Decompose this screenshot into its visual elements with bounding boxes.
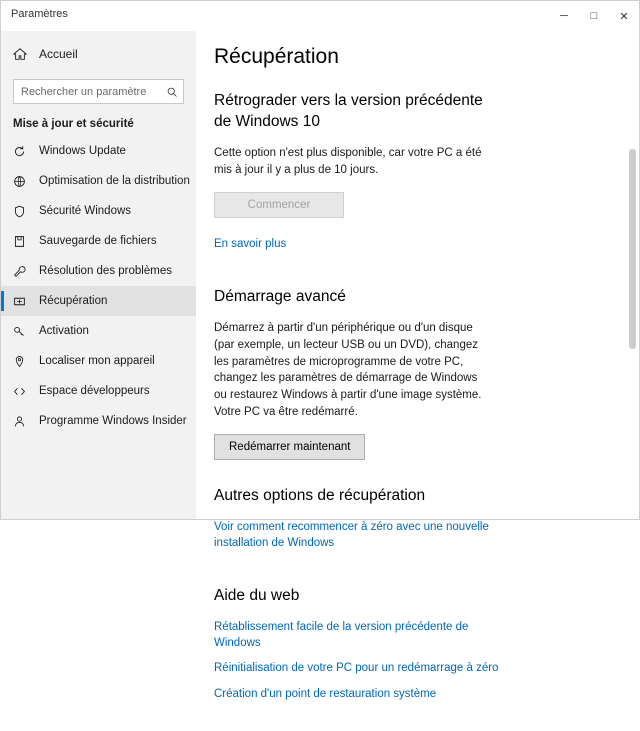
sidebar-item-delivery-optimization[interactable]	[1, 166, 196, 196]
section-text-advanced-startup: Démarrez à partir d'un périphérique ou d'un disque (par exemple, un lecteur USB ou un DVD), changez les paramètres de microprogramme de votre PC, changez les paramètres de démarrage de Windows ou restaurez Windows à partir d'une image système. Votre PC va être redémarré.	[214, 322, 482, 418]
web-help-link-3[interactable]: Création d'un point de restauration système	[214, 687, 437, 700]
delivery-icon	[13, 175, 35, 188]
main-content	[196, 31, 639, 700]
sidebar-item-label: Récupération	[39, 295, 108, 307]
developer-icon	[13, 385, 35, 398]
fresh-start-link[interactable]: Voir comment recommencer à zéro avec une nouvelle installation de Windows	[214, 521, 489, 550]
sidebar-home-label: Accueil	[39, 47, 78, 61]
sidebar-item-label: Activation	[39, 325, 89, 337]
search-icon[interactable]	[160, 80, 183, 103]
sidebar-item-developers[interactable]	[1, 376, 196, 406]
sidebar-item-label: Espace développeurs	[39, 385, 150, 397]
section-heading-web-help: Aide du web	[214, 587, 300, 605]
sidebar-item-troubleshoot[interactable]	[1, 256, 196, 286]
window-controls	[549, 1, 639, 31]
section-heading-advanced-startup: Démarrage avancé	[214, 288, 346, 306]
sidebar-item-label: Sauvegarde de fichiers	[39, 235, 157, 247]
sidebar-item-windows-update[interactable]	[1, 136, 196, 166]
sidebar-item-label: Sécurité Windows	[39, 205, 132, 217]
sidebar-item-insider-program[interactable]	[1, 406, 196, 436]
sidebar-item-label: Windows Update	[39, 145, 126, 157]
title-bar	[1, 1, 639, 31]
sidebar-item-label: Localiser mon appareil	[39, 355, 155, 367]
sidebar-item-recovery[interactable]	[1, 286, 196, 316]
sidebar-item-backup[interactable]	[1, 226, 196, 256]
search-box	[13, 79, 184, 104]
shield-icon	[13, 205, 35, 218]
backup-icon	[13, 235, 35, 248]
section-text-downgrade: Cette option n'est plus disponible, car votre PC a été mis à jour il y a plus de 10 jours.	[214, 146, 482, 176]
sidebar-item-windows-security[interactable]	[1, 196, 196, 226]
sidebar	[1, 31, 196, 519]
sidebar-item-activation[interactable]	[1, 316, 196, 346]
section-heading-other-options: Autres options de récupération	[214, 487, 426, 505]
insider-icon	[13, 415, 35, 428]
wrench-icon	[13, 265, 35, 278]
section-heading-downgrade: Rétrograder vers la version précédente de Windows 10	[214, 92, 483, 130]
home-icon	[13, 47, 35, 61]
location-icon	[13, 355, 35, 368]
key-icon	[13, 325, 35, 338]
page-title: Récupération	[214, 45, 339, 68]
sidebar-item-label: Programme Windows Insider	[39, 415, 187, 427]
learn-more-link[interactable]: En savoir plus	[214, 238, 287, 251]
refresh-icon	[13, 145, 35, 158]
web-help-link-1[interactable]: Rétablissement facile de la version précédente de Windows	[214, 621, 469, 650]
sidebar-item-find-my-device[interactable]	[1, 346, 196, 376]
sidebar-item-home[interactable]	[1, 37, 196, 71]
scrollbar-thumb[interactable]	[629, 149, 636, 349]
minimize-icon[interactable]: ─	[560, 10, 568, 22]
sidebar-item-label: Résolution des problèmes	[39, 265, 172, 277]
restart-now-button[interactable]: Redémarrer maintenant	[214, 434, 365, 460]
content-scrollbar[interactable]	[626, 31, 639, 519]
recovery-icon	[13, 295, 35, 308]
close-icon[interactable]: ✕	[619, 10, 629, 23]
maximize-icon[interactable]: □	[590, 10, 598, 22]
web-help-link-2[interactable]: Réinitialisation de votre PC pour un redémarrage à zéro	[214, 662, 499, 675]
start-downgrade-button[interactable]: Commencer	[214, 192, 344, 218]
sidebar-group-title: Mise à jour et sécurité	[13, 118, 134, 130]
search-input[interactable]	[13, 79, 184, 104]
sidebar-item-label: Optimisation de la distribution	[39, 175, 190, 187]
window-title: Paramètres	[11, 8, 68, 20]
